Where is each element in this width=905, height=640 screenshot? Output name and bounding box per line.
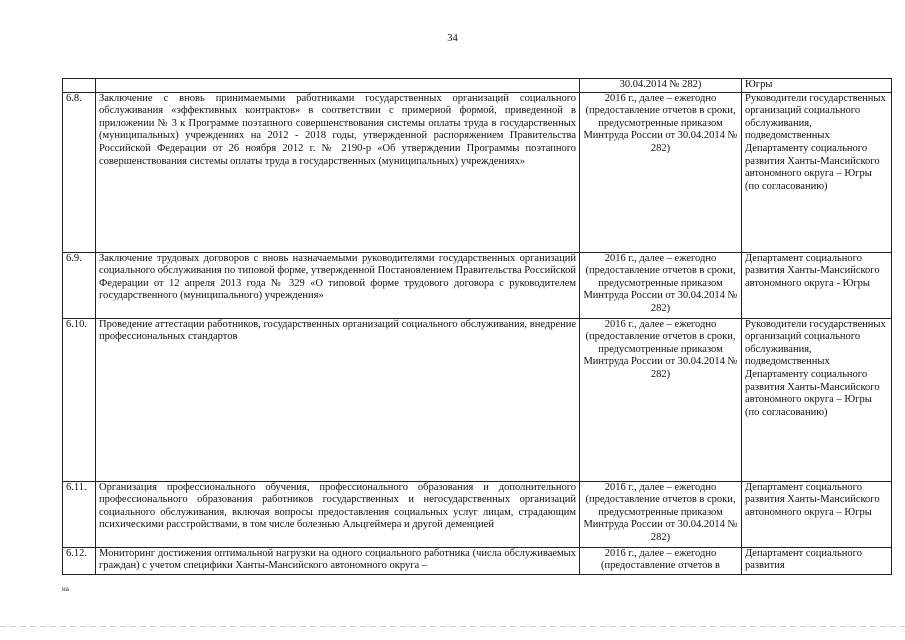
- row-description: Проведение аттестации работников, государственных организаций социального обслуживания, внедрение профессиональных стандартов: [96, 318, 580, 481]
- row-description: Мониторинг достижения оптимальной нагрузки на одного социального работника (числа обслуживаемых граждан) с учетом специфики Ханты-Мансийского автономного округа –: [96, 547, 580, 574]
- row-responsible: Департамент социального развития Ханты-Мансийского автономного округа – Югры: [742, 481, 892, 547]
- row-term: 2016 г., далее – ежегодно (предоставление отчетов в сроки, предусмотренные приказом Минтруда России от 30.04.2014 № 282): [580, 92, 742, 252]
- table-row: [63, 547, 892, 574]
- row-number: 6.11.: [63, 481, 96, 547]
- row-responsible: Департамент социального развития: [742, 547, 892, 574]
- row-description: Заключение с вновь принимаемыми работниками государственных организаций социального обслуживания «эффективных контрактов» в соответствии с примерной формой, приведенной в приложении № 3 к Программе поэтапного совершенствования системы оплаты труда в государственных (муниципальных) учреждениях на 2012 - 2018 годы, утвержденной распоряжением Правительства Российской Федерации от 26 ноября 2012 г. № 2190-р «Об утверждении Программы поэтапного совершенствования системы оплаты труда в государственных (муниципальных) учреждениях»: [96, 92, 580, 252]
- footnote: на: [62, 585, 69, 593]
- scan-artifact-line: [0, 626, 905, 627]
- row-number: 6.9.: [63, 252, 96, 318]
- row-number: 6.8.: [63, 92, 96, 252]
- table-row: [63, 481, 892, 547]
- page-number: 34: [447, 33, 458, 44]
- table-row: [63, 318, 892, 481]
- row-term: 2016 г., далее – ежегодно (предоставление отчетов в сроки, предусмотренные приказом Минтруда России от 30.04.2014 № 282): [580, 318, 742, 481]
- row-description: Организация профессионального обучения, профессионального образования и дополнительного профессионального образования работников государственных и негосударственных организаций социального обслуживания, включая вопросы предоставления социальных услуг лицам, страдающим психическими расстройствами, в том числе болезнью Альцгеймера и другой деменцией: [96, 481, 580, 547]
- table-row: [63, 92, 892, 252]
- row-responsible: Руководители государственных организаций социального обслуживания, подведомственных Департаменту социального развития Ханты-Мансийского автономного округа – Югры (по согласованию): [742, 318, 892, 481]
- table-row: [63, 252, 892, 318]
- row-term: 2016 г., далее – ежегодно (предоставление отчетов в сроки, предусмотренные приказом Минтруда России от 30.04.2014 № 282): [580, 481, 742, 547]
- row-term: 30.04.2014 № 282): [580, 79, 742, 93]
- row-responsible: Югры: [742, 79, 892, 93]
- row-responsible: Департамент социального развития Ханты-Мансийского автономного округа - Югры: [742, 252, 892, 318]
- row-responsible: Руководители государственных организаций социального обслуживания, подведомственных Департаменту социального развития Ханты-Мансийского автономного округа – Югры (по согласованию): [742, 92, 892, 252]
- row-number: 6.10.: [63, 318, 96, 481]
- row-term: 2016 г., далее – ежегодно (предоставление отчетов в сроки, предусмотренные приказом Минтруда России от 30.04.2014 № 282): [580, 252, 742, 318]
- row-description: [96, 79, 580, 93]
- row-term: 2016 г., далее – ежегодно (предоставление отчетов в: [580, 547, 742, 574]
- measures-table: [62, 78, 892, 575]
- table-row: [63, 79, 892, 93]
- row-number: 6.12.: [63, 547, 96, 574]
- row-description: Заключение трудовых договоров с вновь назначаемыми руководителями государственных организаций социального обслуживания по типовой форме, утвержденной Постановлением Правительства Российской Федерации от 12 апреля 2013 года № 329 «О типовой форме трудового договора с руководителем государственного (муниципального) учреждения»: [96, 252, 580, 318]
- row-number: [63, 79, 96, 93]
